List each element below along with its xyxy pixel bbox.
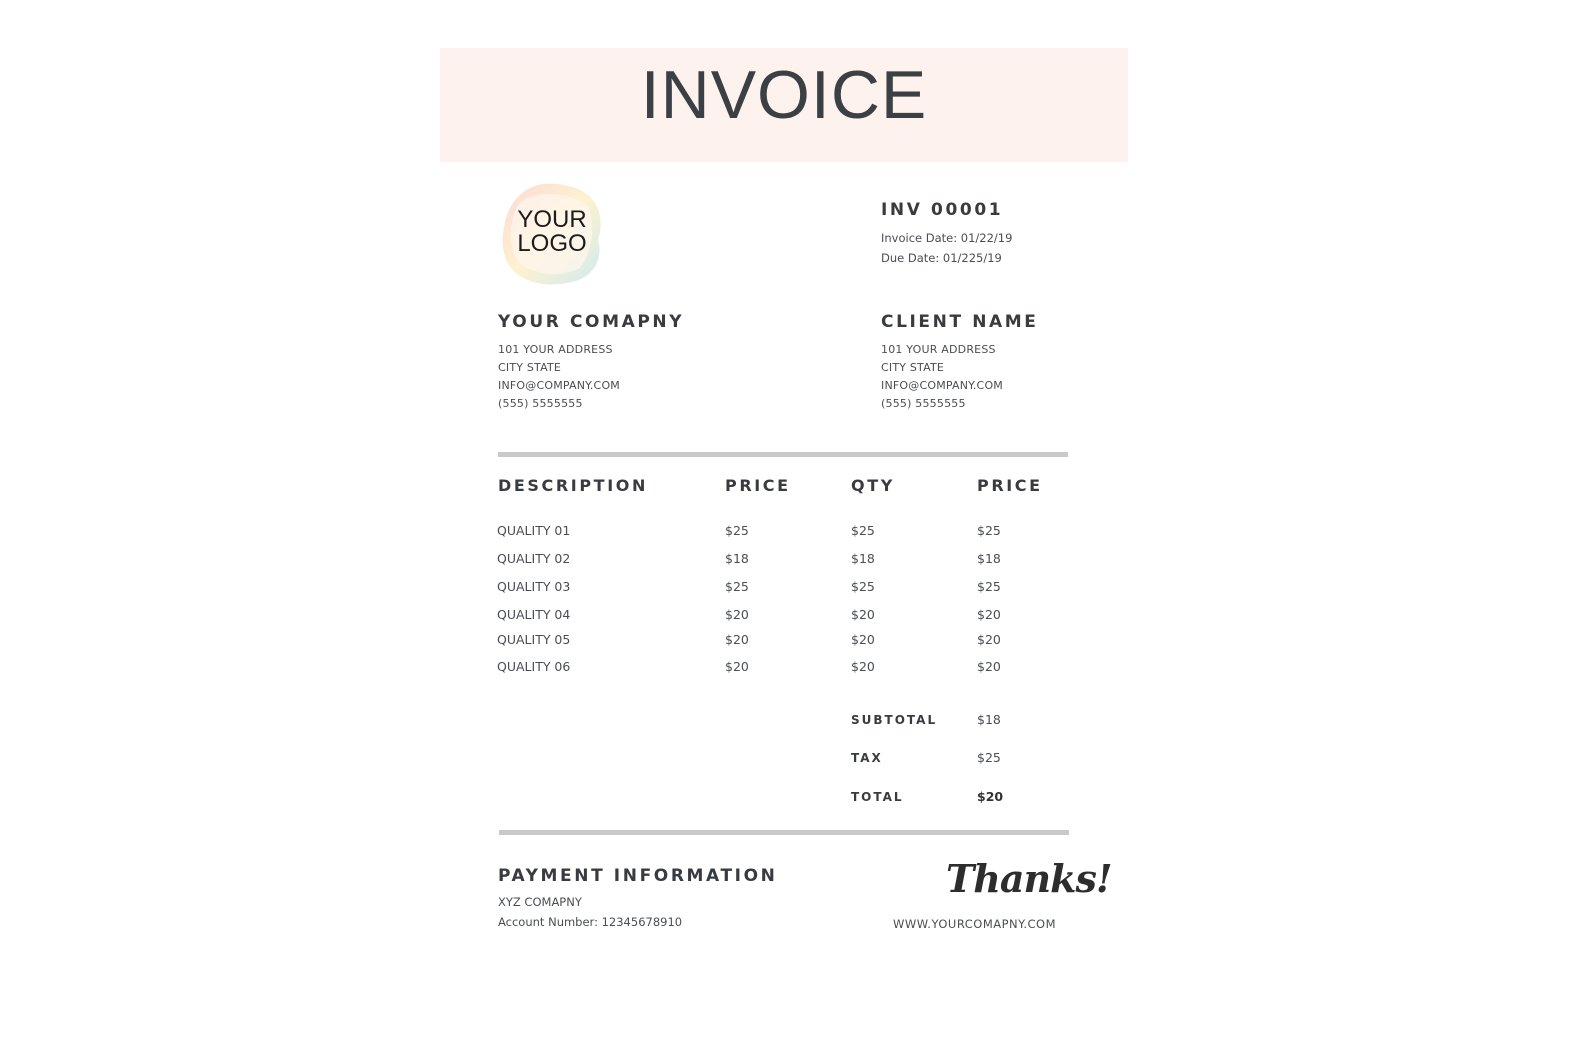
- logo-text-line1: YOUR: [517, 206, 587, 233]
- client-name: CLIENT NAME: [881, 312, 1039, 332]
- logo: [500, 182, 604, 286]
- bottom-divider: [499, 830, 1069, 835]
- item-price: $20: [725, 659, 749, 674]
- website: WWW.YOURCOMAPNY.COM: [893, 917, 1056, 931]
- due-date: Due Date: 01/225/19: [881, 251, 1002, 265]
- item-description: QUALITY 03: [497, 579, 571, 594]
- item-amount: $25: [977, 523, 1001, 538]
- subtotal-label: SUBTOTAL: [851, 713, 938, 727]
- company-city: CITY STATE: [498, 361, 562, 374]
- item-price: $20: [725, 632, 749, 647]
- total-value: $20: [977, 789, 1004, 804]
- subtotal-value: $18: [977, 712, 1001, 727]
- item-price: $25: [725, 579, 749, 594]
- item-description: QUALITY 02: [497, 551, 571, 566]
- col-header-description: DESCRIPTION: [498, 476, 648, 495]
- company-address: 101 YOUR ADDRESS: [498, 343, 613, 356]
- item-description: QUALITY 05: [497, 632, 571, 647]
- company-email: INFO@COMPANY.COM: [498, 379, 620, 392]
- thanks-text: Thanks!: [946, 856, 1112, 901]
- col-header-price: PRICE: [725, 476, 791, 495]
- logo-text-line2: LOGO: [517, 230, 587, 257]
- payment-account: Account Number: 12345678910: [498, 915, 683, 929]
- company-name: YOUR COMAPNY: [498, 312, 685, 332]
- item-price: $20: [725, 607, 749, 622]
- company-phone: (555) 5555555: [498, 397, 583, 410]
- item-description: QUALITY 01: [497, 523, 571, 538]
- col-header-total-price: PRICE: [977, 476, 1043, 495]
- col-header-qty: QTY: [851, 476, 895, 495]
- item-amount: $20: [977, 632, 1001, 647]
- item-qty: $25: [851, 579, 875, 594]
- item-amount: $18: [977, 551, 1001, 566]
- total-label: TOTAL: [851, 790, 904, 804]
- item-qty: $18: [851, 551, 875, 566]
- tax-value: $25: [977, 750, 1001, 765]
- item-price: $18: [725, 551, 749, 566]
- item-description: QUALITY 06: [497, 659, 571, 674]
- item-description: QUALITY 04: [497, 607, 571, 622]
- item-qty: $20: [851, 632, 875, 647]
- invoice-title: INVOICE: [640, 57, 928, 133]
- item-amount: $25: [977, 579, 1001, 594]
- top-divider: [498, 452, 1068, 457]
- item-qty: $20: [851, 659, 875, 674]
- item-amount: $20: [977, 607, 1001, 622]
- client-email: INFO@COMPANY.COM: [881, 379, 1003, 392]
- invoice-number: INV 00001: [881, 200, 1004, 220]
- client-city: CITY STATE: [881, 361, 945, 374]
- client-phone: (555) 5555555: [881, 397, 966, 410]
- tax-label: TAX: [851, 751, 883, 765]
- payment-company: XYZ COMAPNY: [498, 895, 582, 909]
- item-qty: $20: [851, 607, 875, 622]
- item-amount: $20: [977, 659, 1001, 674]
- item-qty: $25: [851, 523, 875, 538]
- item-price: $25: [725, 523, 749, 538]
- client-address: 101 YOUR ADDRESS: [881, 343, 996, 356]
- invoice-date: Invoice Date: 01/22/19: [881, 231, 1013, 245]
- payment-heading: PAYMENT INFORMATION: [498, 866, 778, 886]
